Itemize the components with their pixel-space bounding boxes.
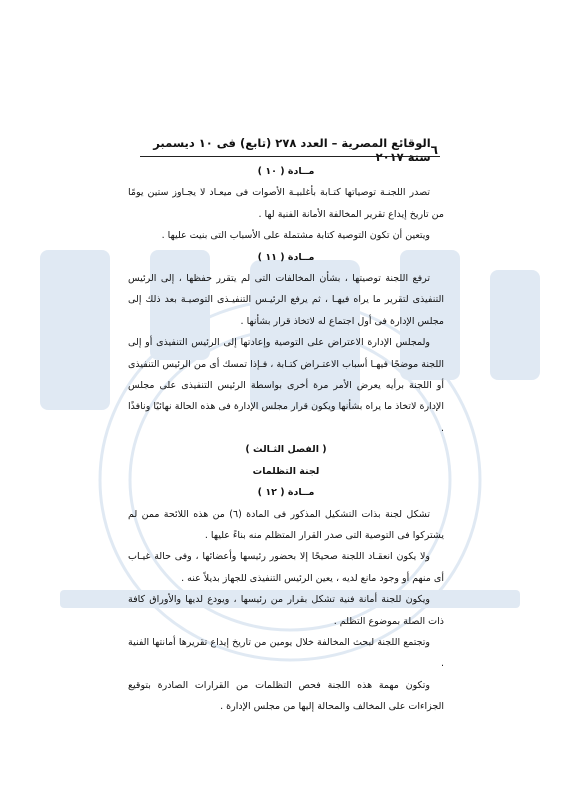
paragraph: ويكون للجنة أمانة فنية تشكل بقرار من رئيسها ، ويودع لديها والأوراق كافة ذات الصلة بموضوع التظلم .: [128, 594, 444, 627]
section-heading: مــادة ( ١١ ): [257, 251, 315, 263]
header-rule: [140, 156, 440, 157]
section-heading: ( الفصل الثـالث ): [245, 444, 327, 456]
section-heading: مــادة ( ١٢ ): [257, 487, 315, 499]
running-title: الوقائع المصرية – العدد ٢٧٨ (تابع) فى ١٠ ديسمبر سنة ٢٠١٧: [153, 136, 431, 164]
section-heading: مــادة ( ١٠ ): [257, 166, 315, 177]
page-header: [152, 136, 438, 164]
paragraph: تشكل لجنة بذات التشكيل المذكور فى المادة (٦) من هذه اللائحة ممن لم يشتركوا فى التوصية التى صدر القرار المتظلم منه بناءً عليها .: [128, 508, 444, 541]
paragraph: وتجتمع اللجنة لبحث المخالفة خلال يومين من تاريخ إيداع تقريرها أمانتها الفنية .: [128, 636, 444, 670]
paragraph: ولا يكون انعقـاد اللجنة صحيحًا إلا بحضور رئيسها وأعضائها ، وفى حالة غيـاب أى منهم أو وجود مانع لديه ، يعين الرئيس التنفيذى للجهاز بديلاً عنه .: [128, 551, 444, 584]
paragraph: ترفع اللجنة توصيتها ، بشأن المخالفات التى لم يتقرر حفظها ، إلى الرئيس التنفيذى لتقرير ما يراه فيهـا ، ثم يرفع الرئيـس التنفيـذى التوصيـة بعد ذلك إلى مجلس الإدارة فى أول اجتماع له لاتخاذ قرار بشأنها .: [128, 273, 444, 327]
document-body: [128, 161, 444, 718]
section-heading: لجنة التظلمات: [252, 465, 320, 477]
paragraph: وتكون مهمة هذه اللجنة فحص التظلمات من القرارات الصادرة بتوقيع الجزاءات على المخالف والمحالة إليها من مجلس الإدارة .: [128, 679, 444, 713]
page-number: ٦: [430, 143, 438, 157]
paragraph: ويتعين أن تكون التوصية كتابة مشتملة على الأسباب التى بنيت عليها .: [161, 230, 430, 242]
paragraph: ولمجلس الإدارة الاعتراض على التوصية وإعادتها إلى الرئيس التنفيذى أو إلى اللجنة موضحًا فيهـا أسباب الاعتـراض كتـابة ، فـإذا تمسك أى من الرئيس التنفيذى أو اللجنة برأيه يعرض الأمر مرة أخرى بواسطة الرئيس التنفيذى على مجلس الإدارة لاتخاذ ما يراه بشأنها ويكون قرار مجلس الإدارة فى هذه الحالة نهائيًا ونافذًا .: [128, 337, 444, 434]
paragraph: تصدر اللجنـة توصياتها كتـابة بأغلبيـة الأصوات فى ميعـاد لا يجـاوز ستين يومًا من تاريخ إيداع تقرير المخالفة الأمانة الفنية لها .: [128, 187, 444, 220]
